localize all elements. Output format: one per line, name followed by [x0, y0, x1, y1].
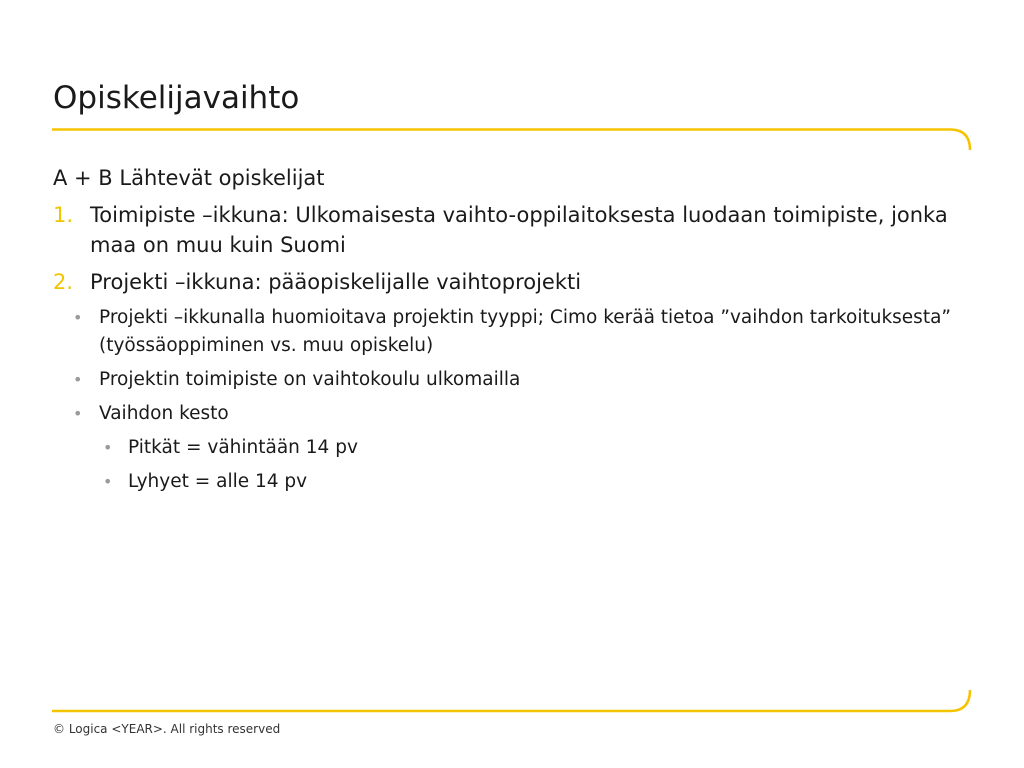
bullet-dot-icon: •	[73, 308, 83, 327]
top-accent-line	[52, 130, 970, 151]
bullet-dot-icon: •	[103, 472, 113, 491]
bullet-text: Projekti –ikkunalla huomioitava projektin tyyppi; Cimo kerää tietoa ”vaihdon tarkoituksesta” (työssäoppiminen vs. muu opiskelu)	[99, 307, 951, 356]
bullet-text: Pitkät = vähintään 14 pv	[128, 437, 358, 458]
item-number: 1.	[53, 203, 74, 227]
sub-bullet-3	[53, 400, 953, 428]
item-text: Projekti –ikkuna: pääopiskelijalle vaihtoprojekti	[90, 270, 582, 294]
intro-line: A + B Lähtevät opiskelijat	[53, 166, 325, 190]
bottom-accent-line	[52, 690, 970, 711]
numbered-item-1	[53, 200, 953, 260]
sub-bullet-2	[53, 366, 953, 394]
item-number: 2.	[53, 270, 74, 294]
slide-body	[53, 163, 953, 502]
footer-copyright: © Logica <YEAR>. All rights reserved	[53, 722, 281, 736]
bullet-dot-icon: •	[73, 404, 83, 423]
bullet-text: Vaihdon kesto	[99, 403, 229, 424]
sub-sub-bullet-2	[53, 468, 953, 496]
item-text: Toimipiste –ikkuna: Ulkomaisesta vaihto-oppilaitoksesta luodaan toimipiste, jonka maa on muu kuin Suomi	[90, 203, 948, 257]
sub-bullet-1	[53, 304, 953, 360]
bullet-dot-icon: •	[73, 370, 83, 389]
bullet-dot-icon: •	[103, 438, 113, 457]
bullet-text: Projektin toimipiste on vaihtokoulu ulkomailla	[99, 369, 521, 390]
bullet-text: Lyhyet = alle 14 pv	[128, 471, 308, 492]
slide-title: Opiskelijavaihto	[53, 80, 300, 116]
sub-sub-bullet-1	[53, 434, 953, 462]
numbered-item-2	[53, 267, 953, 297]
